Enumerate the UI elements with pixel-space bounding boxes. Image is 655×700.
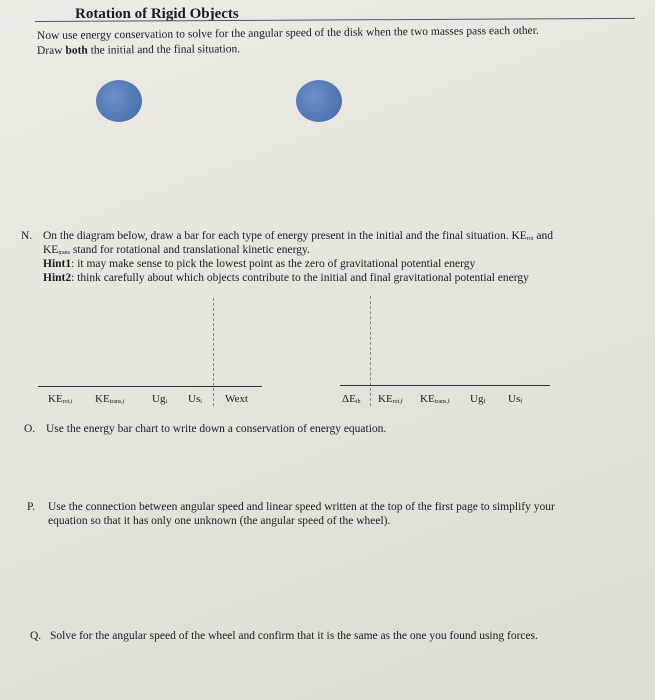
question-o-text: Use the energy bar chart to write down a conservation of energy equation. [46, 423, 387, 435]
question-q-text: Solve for the angular speed of the wheel and confirm that it is the same as the one you found using forces. [50, 630, 538, 642]
initial-disk [96, 80, 142, 122]
intro-line-2: Draw both the initial and the final situation. [36, 43, 241, 57]
hint-1: Hint1: it may make sense to pick the lowest point as the zero of gravitational potential energy [43, 258, 476, 270]
initial-divider [213, 298, 214, 406]
final-divider [370, 296, 371, 406]
label-delta-eth: $\Delta E_{th}$ [342, 393, 361, 405]
page-title: Rotation of Rigid Objects [75, 6, 239, 22]
initial-axis [38, 386, 262, 387]
hint-2: Hint2: think carefully about which objects contribute to the initial and final gravitational potential energy [43, 272, 529, 284]
label-us-f: $Us_f$ [508, 393, 523, 405]
final-axis [340, 385, 550, 386]
label-ug-f: $Ug_f$ [470, 393, 486, 405]
label-us-i: $Us_i$ [188, 393, 202, 405]
label-ke-trans-f: $KE_{trans,f}$ [420, 393, 450, 405]
question-n-line-1: On the diagram below, draw a bar for each type of energy present in the initial and the final situation. $KE_{rot}$ and [43, 230, 553, 242]
question-p-label: P. [27, 501, 35, 513]
label-ke-rot-i: $KE_{rot,i}$ [48, 393, 73, 405]
label-ug-i: $Ug_i$ [152, 393, 168, 405]
intro-line-1: Now use energy conservation to solve for the angular speed of the disk when the two masses pass each other. [36, 24, 539, 42]
label-ke-trans-i: $KE_{trans,i}$ [95, 393, 125, 405]
question-n-line-2: $KE_{trans}$ stand for rotational and translational kinetic energy. [43, 244, 310, 256]
question-q-label: Q. [30, 630, 42, 642]
label-ke-rot-f: $KE_{rot,f}$ [378, 393, 403, 405]
label-wext: Wext [225, 393, 248, 405]
question-n-label: N. [21, 230, 33, 242]
question-p-line-2: equation so that it has only one unknown (the angular speed of the wheel). [48, 515, 391, 527]
question-p-line-1: Use the connection between angular speed and linear speed written at the top of the first page to simplify your [48, 501, 555, 513]
question-o-label: O. [24, 423, 36, 435]
final-disk [296, 80, 342, 122]
